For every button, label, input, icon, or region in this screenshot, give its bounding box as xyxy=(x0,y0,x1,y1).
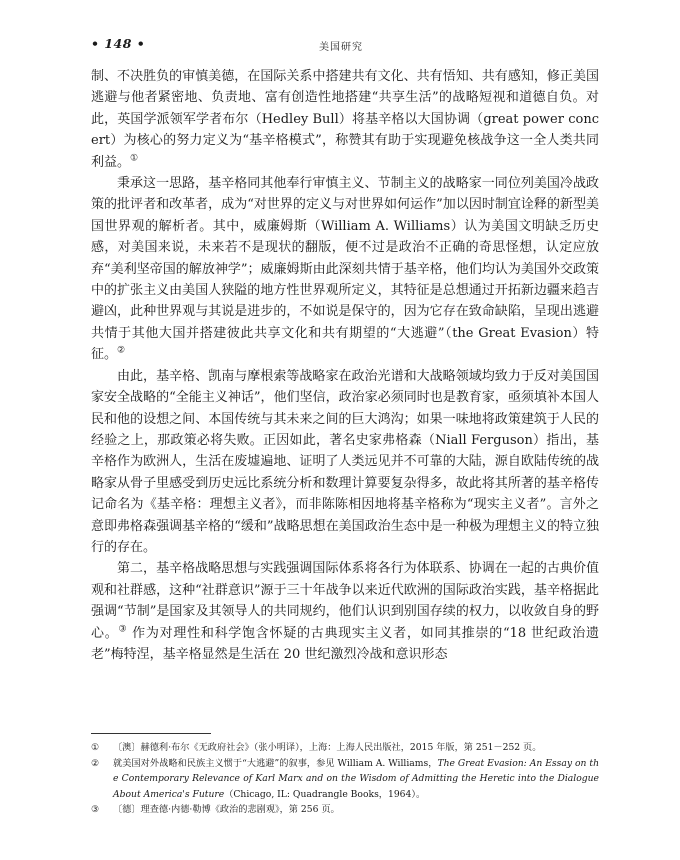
footnote-divider xyxy=(91,733,211,734)
page-header xyxy=(91,36,599,56)
footnote-mark-1: ① xyxy=(91,742,100,753)
paragraph-2 xyxy=(91,173,599,366)
paragraph-4 xyxy=(91,558,599,665)
footnote-mark-3: ③ xyxy=(91,804,100,815)
footnote-ref-3[interactable]: ③ xyxy=(118,624,128,635)
footnotes xyxy=(91,740,599,818)
footnote-2-pre: 就美国对外战略和民族主义惯于“大逃避”的叙事，参见 William A. Williams， xyxy=(113,757,438,769)
footnote-1-text: 〔澳〕赫德利·布尔《无政府社会》（张小明译），上海：上海人民出版社，2015 年版，第 251－252 页。 xyxy=(113,742,542,753)
footnote-ref-2[interactable]: ② xyxy=(117,345,126,356)
footnote-1 xyxy=(91,740,599,756)
footnote-2-post: （Chicago, IL: Quadrangle Books，1964）。 xyxy=(224,788,426,800)
paragraph-4-tail: 作为对理性和科学饱含怀疑的古典现实主义者，如同其推崇的“18 世纪政治遗老”梅特涅，基辛格显然是生活在 20 世纪激烈冷战和意识形态 xyxy=(91,625,599,662)
footnote-mark-2: ② xyxy=(91,757,100,769)
footnote-ref-1[interactable]: ① xyxy=(130,153,139,164)
paragraph-1 xyxy=(91,66,599,173)
paragraph-2-text: 秉承这一思路，基辛格同其他奉行审慎主义、节制主义的战略家一同位列美国冷战政策的批评者和改革者，成为“对世界的定义与对世界如何运作”加以因时制宜诠释的新型美国世界观的解析者。其中，威廉姆斯（William A. Williams）认为美国文明缺乏历史感，对美国来说，未来若不是现状的翻版，便不过是政治不正确的奇思怪想，认定应放弃“美利坚帝国的解放神学”；威廉姆斯由此深刻共情于基辛格，他们均认为美国外交政策中的扩张主义由美国人狭隘的地方性世界观所定义，其特征是总想通过开拓新边疆来趋吉避凶，此种世界观与其说是进步的，不如说是保守的，因为它存在致命缺陷，呈现出逃避共情于其他大国并搭建彼此共享文化和共有期望的“大逃避”（the Great Evasion）特征。 xyxy=(91,176,599,363)
footnote-2-book-title: The Great Evasion: An Essay on the Contemporary Relevance of Karl Marx and on the Wisdom of Admitting the Heretic into the Dialogue About America's Future xyxy=(113,757,599,800)
paragraph-3 xyxy=(91,366,599,559)
footnote-2 xyxy=(91,756,599,803)
paragraph-3-text: 由此，基辛格、凯南与摩根索等战略家在政治光谱和大战略领域均致力于反对美国国家安全战略的“全能主义神话”，他们坚信，政治家必须同时也是教育家，亟须填补本国人民和他的设想之间、本国传统与其未来之间的巨大鸿沟；如果一味地将政策建筑于人民的经验之上，那政策必将失败。正因如此，著名史家弗格森（Niall Ferguson）指出，基辛格作为欧洲人，生活在废墟遍地、证明了人类远见并不可靠的大陆，源自欧陆传统的战略家从骨子里感受到历史远比系统分析和数理计算要复杂得多，故此将其所著的基辛格传记命名为《基辛格：理想主义者》，而非陈陈相因地将基辛格称为“现实主义者”。言外之意即弗格森强调基辛格的“缓和”战略思想在美国政治生态中是一种极为理想主义的特立独行的存在。 xyxy=(91,368,599,555)
paragraph-4-text: 第二，基辛格战略思想与实践强调国际体系将各行为体联系、协调在一起的古典价值观和社群感，这种“社群意识”源于三十年战争以来近代欧洲的国际政治实践，基辛格据此强调“节制”是国家及其领导人的共同规约，他们认识到别国存续的权力，以收敛自身的野心。 xyxy=(91,561,599,641)
footnote-3 xyxy=(91,802,599,818)
journal-title: 美国研究 xyxy=(319,42,363,53)
footnote-3-text: 〔德〕理查德·内德·勒博《政治的悲剧观》，第 256 页。 xyxy=(113,804,340,815)
body-text xyxy=(91,66,599,665)
paragraph-1-text: 制、不决胜负的审慎美德，在国际关系中搭建共有文化、共有悟知、共有感知，修正美国逃避与他者紧密地、负责地、富有创造性地搭建“共享生活”的战略短视和道德自负。对此，英国学派领军学者布尔（Hedley Bull）将基辛格以大国协调（great power concert）为核心的努力定义为“基辛格模式”，称赞其有助于实现避免核战争这一全人类共同利益。 xyxy=(91,69,599,170)
page-number: • 148 • xyxy=(91,36,146,51)
